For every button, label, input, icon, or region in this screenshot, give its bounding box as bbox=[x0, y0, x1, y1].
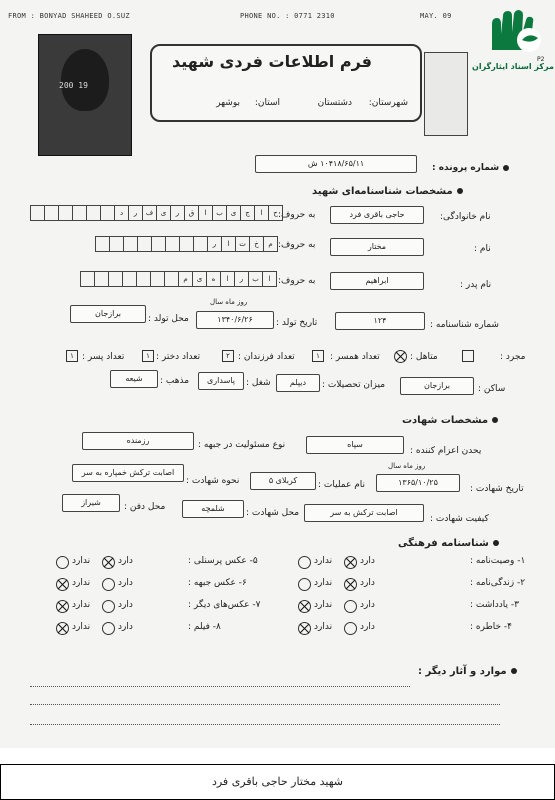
has-label: دارد bbox=[360, 622, 375, 632]
resident-label: ساکن : bbox=[478, 384, 506, 394]
letter-cell bbox=[30, 205, 45, 221]
cultural-item-label: ۲- زندگی‌نامه : bbox=[470, 578, 526, 588]
form-title-box bbox=[150, 44, 422, 122]
letter-cell bbox=[80, 271, 95, 287]
has-not-label: ندارد bbox=[72, 556, 91, 566]
letter-cell bbox=[73, 205, 87, 221]
other-section-title: موارد و آثار دیگر : bbox=[418, 666, 517, 677]
education-field: دیپلم bbox=[276, 374, 320, 392]
letter-cell bbox=[166, 236, 180, 252]
letter-cell bbox=[151, 271, 165, 287]
logo-badge: P2 bbox=[537, 56, 545, 63]
letter-cell bbox=[152, 236, 166, 252]
has-label: دارد bbox=[360, 600, 375, 610]
by-letters-label-3: به حروف: bbox=[278, 276, 316, 286]
letter-cell: ر bbox=[208, 236, 222, 252]
identity-section-title: مشخصات شناسنامه‌ای شهید bbox=[312, 186, 463, 197]
cultural-item-label: ۶- عکس جبهه : bbox=[188, 578, 247, 588]
cultural-item-label: ۳- یادداشت : bbox=[470, 600, 519, 610]
religion-label: مذهب : bbox=[160, 376, 190, 386]
family-name-field: حاجی باقری فرد bbox=[330, 206, 424, 224]
has-label: دارد bbox=[360, 556, 375, 566]
has-not-label: ندارد bbox=[72, 622, 91, 632]
letter-cell bbox=[95, 236, 110, 252]
place-label: محل شهادت : bbox=[246, 508, 300, 518]
family-name-label: نام خانوادگی: bbox=[440, 212, 491, 222]
has-mark bbox=[344, 556, 357, 569]
martyr-dmy-hint: روز ماه سال bbox=[388, 462, 426, 470]
letter-cell: م bbox=[264, 236, 278, 252]
first-name-letters-grid bbox=[95, 236, 278, 252]
photo-stamp: 200 19 bbox=[59, 81, 88, 90]
has-not-mark bbox=[56, 600, 69, 613]
birthplace-label: محل تولد : bbox=[148, 314, 189, 324]
father-name-label: نام پدر : bbox=[460, 280, 492, 290]
cultural-item-label: ۷- عکس‌های دیگر : bbox=[188, 600, 261, 610]
has-label: دارد bbox=[118, 556, 133, 566]
operation-field: کربلای ۵ bbox=[250, 472, 316, 490]
quality-label: کیفیت شهادت : bbox=[430, 514, 489, 524]
letter-cell bbox=[59, 205, 73, 221]
letter-cell: ا bbox=[255, 205, 269, 221]
letter-cell: د bbox=[115, 205, 129, 221]
other-dotted-line-1 bbox=[30, 686, 410, 687]
has-not-mark bbox=[56, 556, 69, 569]
logo-org-name: مرکز اسناد ایثارگران bbox=[472, 62, 554, 71]
married-label: متاهل : bbox=[410, 352, 438, 362]
letter-cell: ج bbox=[241, 205, 255, 221]
dispatch-field: سپاه bbox=[306, 436, 404, 454]
letter-cell bbox=[165, 271, 179, 287]
responsibility-label: نوع مسئولیت در جبهه : bbox=[198, 440, 286, 450]
has-label: دارد bbox=[118, 622, 133, 632]
dispatch-label: یحدن اعزام کننده : bbox=[410, 446, 482, 456]
file-number-label: شماره پرونده : bbox=[432, 163, 509, 173]
letter-cell: ق bbox=[185, 205, 199, 221]
birth-dmy-hint: روز ماه سال bbox=[210, 298, 248, 306]
letter-cell bbox=[180, 236, 194, 252]
by-letters-label-2: به حروف: bbox=[278, 240, 316, 250]
letter-cell: ی bbox=[193, 271, 207, 287]
cultural-item-label: ۴- خاطره : bbox=[470, 622, 512, 632]
family-letters-grid bbox=[30, 205, 283, 221]
letter-cell bbox=[137, 271, 151, 287]
has-mark bbox=[102, 578, 115, 591]
has-mark bbox=[344, 578, 357, 591]
birthplace-field: برازجان bbox=[70, 305, 146, 323]
letter-cell: ت bbox=[236, 236, 250, 252]
martyr-date-field: ۱۳۶۵/۱۰/۲۵ bbox=[376, 474, 460, 492]
spouses-label: تعداد همسر : bbox=[330, 352, 380, 362]
first-name-field: مختار bbox=[330, 238, 424, 256]
father-name-field: ابراهیم bbox=[330, 272, 424, 290]
has-not-mark bbox=[298, 578, 311, 591]
letter-cell bbox=[194, 236, 208, 252]
letter-cell: ب bbox=[213, 205, 227, 221]
province-value: بوشهر bbox=[216, 98, 240, 108]
file-number-field: ۱۰۴۱۸/۶۵/۱۱ ش bbox=[255, 155, 417, 173]
place-field: شلمچه bbox=[182, 500, 244, 518]
martyr-date-label: تاریخ شهادت : bbox=[470, 484, 524, 494]
has-label: دارد bbox=[360, 578, 375, 588]
form-title: فرم اطلاعات فردی شهید bbox=[172, 52, 372, 71]
has-mark bbox=[344, 600, 357, 613]
letter-cell: ر bbox=[171, 205, 185, 221]
letter-cell: ا bbox=[221, 271, 235, 287]
city-value: دشتستان bbox=[317, 98, 352, 108]
has-mark bbox=[102, 622, 115, 635]
has-not-label: ندارد bbox=[72, 578, 91, 588]
birth-date-field: ۱۳۴۰/۶/۲۶ bbox=[196, 311, 274, 329]
has-not-label: ندارد bbox=[314, 556, 333, 566]
by-letters-label: به حروف: bbox=[278, 210, 316, 220]
province-label: استان: bbox=[254, 98, 280, 108]
has-not-label: ندارد bbox=[72, 600, 91, 610]
job-label: شغل : bbox=[246, 378, 271, 388]
letter-cell: ب bbox=[249, 271, 263, 287]
letter-cell bbox=[95, 271, 109, 287]
has-label: دارد bbox=[118, 600, 133, 610]
how-label: نحوه شهادت : bbox=[186, 476, 240, 486]
has-not-label: ندارد bbox=[314, 578, 333, 588]
documentation-center-logo bbox=[482, 10, 552, 56]
resident-field: برازجان bbox=[400, 377, 474, 395]
letter-cell: ر bbox=[235, 271, 249, 287]
has-not-mark bbox=[298, 600, 311, 613]
fax-date: MAY. 09 bbox=[420, 12, 452, 20]
has-mark bbox=[344, 622, 357, 635]
other-dotted-line-2 bbox=[30, 704, 500, 705]
letter-cell bbox=[101, 205, 115, 221]
letter-cell: ف bbox=[143, 205, 157, 221]
spouses-box: ۱ bbox=[312, 350, 324, 362]
has-not-mark bbox=[298, 556, 311, 569]
letter-cell: ی bbox=[227, 205, 241, 221]
first-name-label: نام : bbox=[474, 244, 491, 254]
responsibility-field: رزمنده bbox=[82, 432, 194, 450]
daughters-label: تعداد دختر : bbox=[156, 352, 201, 362]
job-field: پاسداری bbox=[198, 372, 244, 390]
letter-cell bbox=[110, 236, 124, 252]
martyr-photo bbox=[38, 34, 132, 156]
religion-field: شیعه bbox=[110, 370, 158, 388]
letter-cell: ا bbox=[199, 205, 213, 221]
city-label: شهرستان: bbox=[368, 98, 408, 108]
fax-from: FROM : BONYAD SHAHEED O.SUZ bbox=[8, 12, 130, 20]
daughters-box: ۱ bbox=[142, 350, 154, 362]
operation-label: نام عملیات : bbox=[318, 480, 366, 490]
id-number-label: شماره شناسنامه : bbox=[430, 320, 499, 330]
fax-phone: PHONE NO. : 0771 2310 bbox=[240, 12, 335, 20]
sons-box: ۱ bbox=[66, 350, 78, 362]
letter-cell bbox=[123, 271, 137, 287]
letter-cell: خ bbox=[250, 236, 264, 252]
letter-cell bbox=[109, 271, 123, 287]
letter-cell: م bbox=[179, 271, 193, 287]
martyrdom-section-title: مشخصات شهادت bbox=[402, 415, 498, 426]
children-box: ۲ bbox=[222, 350, 234, 362]
letter-cell bbox=[87, 205, 101, 221]
has-not-label: ندارد bbox=[314, 622, 333, 632]
letter-cell: ا bbox=[263, 271, 277, 287]
other-dotted-line-3 bbox=[30, 724, 500, 725]
cultural-item-label: ۱- وصیت‌نامه : bbox=[470, 556, 526, 566]
letter-cell: ی bbox=[157, 205, 171, 221]
letter-cell: ا bbox=[222, 236, 236, 252]
letter-cell bbox=[45, 205, 59, 221]
letter-cell bbox=[124, 236, 138, 252]
letter-cell: ح bbox=[269, 205, 283, 221]
cultural-item-label: ۸- فیلم : bbox=[188, 622, 221, 632]
has-mark bbox=[102, 600, 115, 613]
letter-cell: ه bbox=[207, 271, 221, 287]
father-name-letters-grid bbox=[80, 271, 277, 287]
single-label: مجرد : bbox=[500, 352, 526, 362]
children-label: تعداد فرزندان : bbox=[238, 352, 295, 362]
sons-label: تعداد پسر : bbox=[82, 352, 125, 362]
birth-date-label: تاریخ تولد : bbox=[276, 318, 318, 328]
cultural-item-label: ۵- عکس پرسنلی : bbox=[188, 556, 258, 566]
photo-caption: شهید مختار حاجی باقری فرد bbox=[0, 764, 555, 800]
has-label: دارد bbox=[118, 578, 133, 588]
letter-cell: ر bbox=[129, 205, 143, 221]
has-mark bbox=[102, 556, 115, 569]
cultural-section-title: شناسنامه فرهنگی bbox=[398, 538, 499, 549]
quality-field: اصابت ترکش به سر bbox=[304, 504, 424, 522]
has-not-mark bbox=[56, 578, 69, 591]
has-not-label: ندارد bbox=[314, 600, 333, 610]
single-checkbox bbox=[462, 350, 474, 362]
has-not-mark bbox=[298, 622, 311, 635]
burial-field: شیراز bbox=[62, 494, 120, 512]
letter-cell bbox=[138, 236, 152, 252]
burial-label: محل دفن : bbox=[124, 502, 166, 512]
foundation-emblem bbox=[424, 52, 468, 136]
has-not-mark bbox=[56, 622, 69, 635]
how-field: اصابت ترکش خمپاره به سر bbox=[72, 464, 184, 482]
married-checkbox-marked bbox=[394, 350, 407, 363]
id-number-field: ۱۲۴ bbox=[335, 312, 425, 330]
education-label: میزان تحصیلات : bbox=[322, 380, 386, 390]
